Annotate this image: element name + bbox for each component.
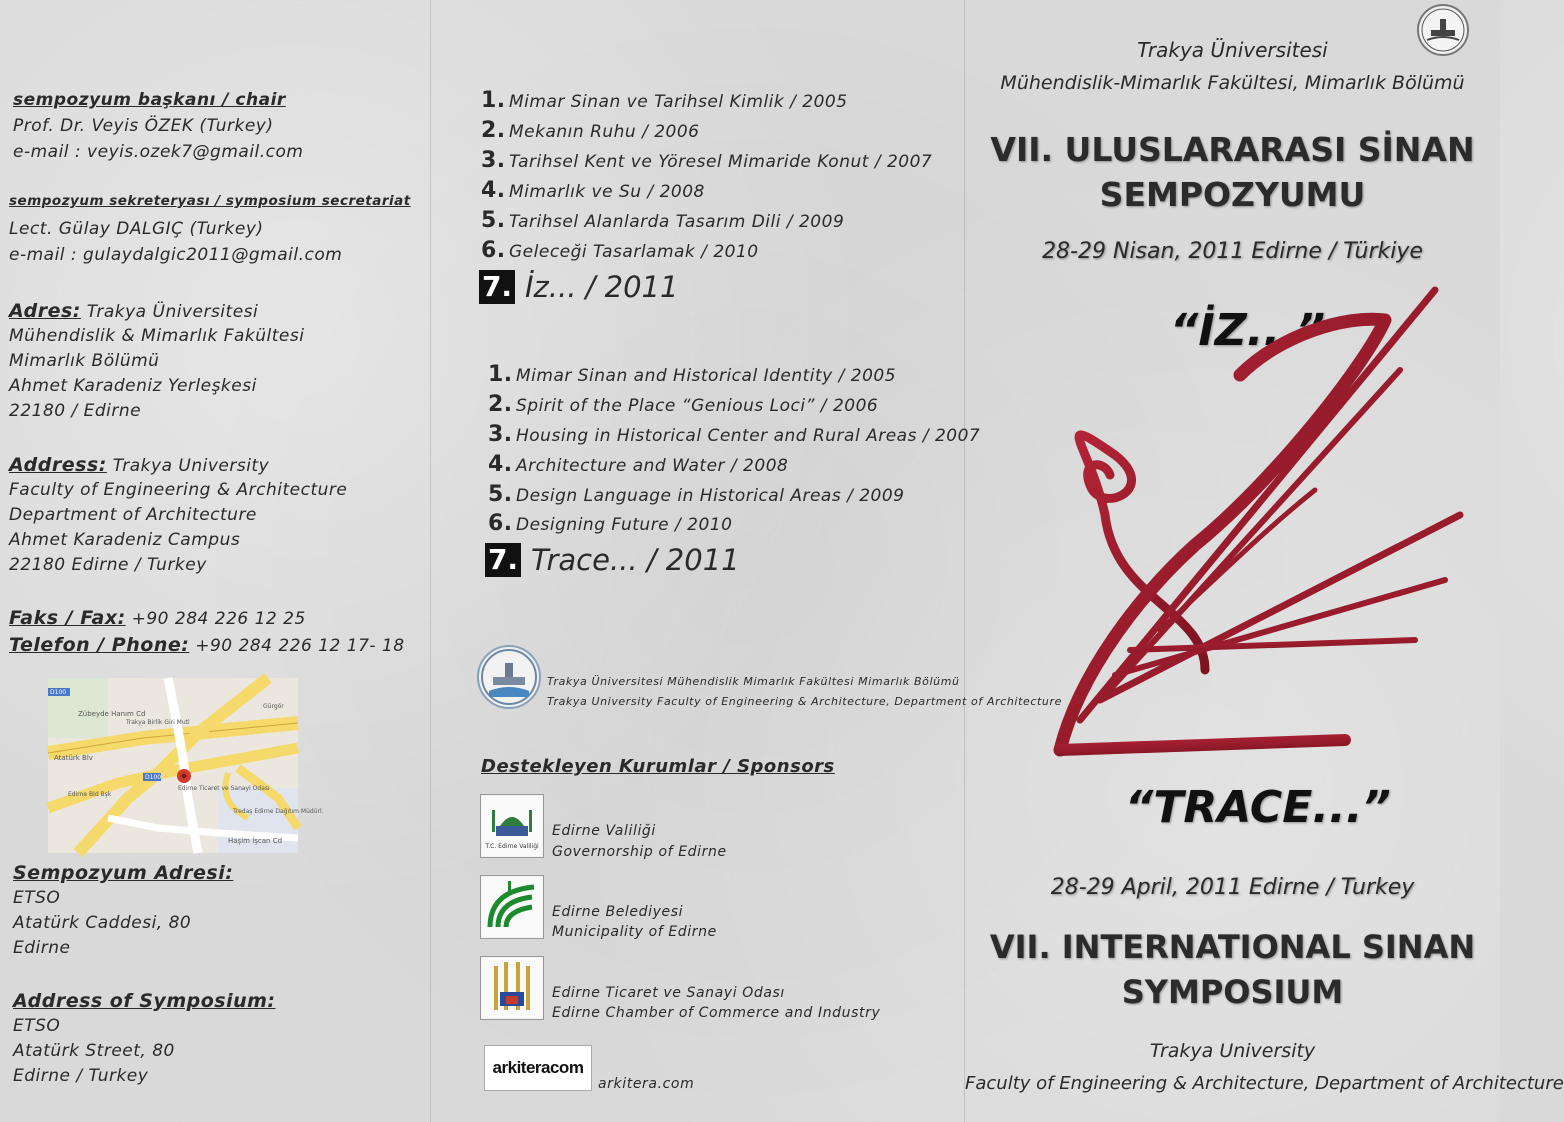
map-graphic bbox=[48, 678, 324, 853]
item-text: Mekanın Ruhu / 2006 bbox=[509, 122, 700, 142]
sponsor-name-tr: Edirne Belediyesi bbox=[552, 904, 684, 920]
item-number: 7. bbox=[479, 270, 515, 304]
symp-address-line: Atatürk Street, 80 bbox=[13, 1041, 175, 1061]
item-number: 3. bbox=[481, 148, 506, 173]
adres-line: 22180 / Edirne bbox=[9, 401, 142, 421]
governorship-logo-text: T.C. Edirne Valiliği bbox=[485, 843, 539, 850]
date-en: 28-29 April, 2011 Edirne / Turkey bbox=[1050, 875, 1415, 900]
item-number: 5. bbox=[488, 482, 513, 507]
tr-list-item bbox=[481, 88, 848, 113]
fax-label: Faks / Fax: bbox=[9, 607, 126, 629]
item-text: Tarihsel Kent ve Yöresel Mimaride Konut / 2007 bbox=[509, 152, 933, 172]
adres-block bbox=[9, 300, 258, 322]
theme-en: “TRACE...” bbox=[1125, 782, 1391, 833]
map-label: Edirne Ticaret ve Sanayi Odası bbox=[178, 785, 270, 792]
item-number: 2. bbox=[488, 392, 513, 417]
bridge-icon bbox=[479, 647, 539, 707]
en-list-item bbox=[488, 362, 896, 387]
item-number: 4. bbox=[481, 178, 506, 203]
symp-address-label: Address of Symposium: bbox=[13, 990, 276, 1012]
symp-adres-label: Sempozyum Adresi: bbox=[13, 862, 234, 884]
iz-trace-emblem-icon bbox=[965, 280, 1500, 800]
chair-name: Prof. Dr. Veyis ÖZEK (Turkey) bbox=[13, 116, 274, 136]
faculty-logo bbox=[477, 645, 541, 709]
item-number: 2. bbox=[481, 118, 506, 143]
title-tr-line1: VII. ULUSLARARASI SİNAN bbox=[990, 130, 1475, 169]
map-label: Zübeyde Hanım Cd bbox=[78, 710, 146, 718]
address-line: Department of Architecture bbox=[9, 505, 257, 525]
symp-adres-line: ETSO bbox=[13, 888, 61, 908]
phone-label: Telefon / Phone: bbox=[9, 634, 190, 656]
item-number: 3. bbox=[488, 422, 513, 447]
map-label: Atatürk Blv bbox=[54, 754, 93, 762]
adres-label: Adres: bbox=[9, 300, 81, 322]
faculty-name-tr: Mühendislik-Mimarlık Fakültesi, Mimarlık Bölümü bbox=[1000, 72, 1465, 94]
tr-list-item bbox=[481, 148, 932, 173]
contact-panel bbox=[0, 0, 430, 1122]
item-text: Tarihsel Alanlarda Tasarım Dili / 2009 bbox=[509, 212, 845, 232]
item-text: İz... / 2011 bbox=[525, 270, 679, 304]
arkitera-url[interactable]: arkitera.com bbox=[598, 1076, 695, 1092]
tr-list-item bbox=[481, 238, 759, 263]
item-text: Housing in Historical Center and Rural Areas / 2007 bbox=[516, 426, 981, 446]
item-text: Mimar Sinan ve Tarihsel Kimlik / 2005 bbox=[509, 92, 848, 112]
map-label: D100 bbox=[50, 689, 67, 696]
item-text: Designing Future / 2010 bbox=[516, 515, 733, 535]
cover-panel bbox=[965, 0, 1564, 1122]
map-label: Haşim İşcan Cd bbox=[228, 837, 283, 845]
phone-row bbox=[9, 634, 405, 656]
phone-value: +90 284 226 12 17- 18 bbox=[195, 636, 405, 656]
symp-address-line: ETSO bbox=[13, 1016, 61, 1036]
symp-adres-line: Edirne bbox=[13, 938, 71, 958]
address-label: Address: bbox=[9, 454, 107, 476]
item-number: 1. bbox=[488, 362, 513, 387]
arkitera-logo[interactable] bbox=[484, 1045, 592, 1091]
title-en-line2: SYMPOSIUM bbox=[1121, 973, 1344, 1011]
faculty-tr-text: Trakya Üniversitesi Mühendislik Mimarlık Fakültesi Mimarlık Bölümü bbox=[547, 675, 960, 688]
item-text: Design Language in Historical Areas / 2009 bbox=[516, 486, 905, 506]
item-text: Architecture and Water / 2008 bbox=[516, 456, 789, 476]
item-number: 6. bbox=[488, 511, 513, 536]
tr-list-item bbox=[481, 208, 844, 233]
en-list-item bbox=[488, 511, 732, 536]
fax-value: +90 284 226 12 25 bbox=[131, 609, 306, 629]
item-number: 4. bbox=[488, 452, 513, 477]
sponsor-name-tr: Edirne Ticaret ve Sanayi Odası bbox=[552, 985, 785, 1001]
secretariat-name: Lect. Gülay DALGIÇ (Turkey) bbox=[9, 219, 264, 239]
map-label: Edirne Bld Bşk bbox=[68, 791, 112, 798]
address-line: 22180 Edirne / Turkey bbox=[9, 555, 207, 575]
title-en-line1: VII. INTERNATIONAL SINAN bbox=[989, 928, 1476, 966]
item-number: 7. bbox=[485, 543, 521, 577]
secretariat-label: sempozyum sekreteryası / symposium secretariat bbox=[9, 193, 411, 209]
address-line: Ahmet Karadeniz Campus bbox=[9, 530, 241, 550]
university-name-en: Trakya University bbox=[1149, 1040, 1316, 1062]
symp-adres-line: Atatürk Caddesi, 80 bbox=[13, 913, 192, 933]
map-label: Gürgör bbox=[263, 703, 284, 710]
tr-list-item bbox=[481, 118, 700, 143]
chamber-logo bbox=[480, 956, 544, 1020]
en-current-item bbox=[485, 543, 740, 577]
item-number: 6. bbox=[481, 238, 506, 263]
address-line: Trakya University bbox=[112, 456, 270, 476]
mosque-icon bbox=[482, 796, 542, 856]
theme-tr: “İZ...” bbox=[1170, 305, 1326, 356]
en-list-item bbox=[488, 452, 788, 477]
history-panel bbox=[431, 0, 1062, 1122]
address-block bbox=[9, 454, 269, 476]
date-tr: 28-29 Nisan, 2011 Edirne / Türkiye bbox=[1042, 239, 1423, 264]
title-tr-line2: SEMPOZYUMU bbox=[1099, 175, 1366, 214]
item-text: Spirit of the Place “Genious Loci” / 2006 bbox=[516, 396, 879, 416]
secretariat-email[interactable]: e-mail : gulaydalgic2011@gmail.com bbox=[9, 245, 343, 265]
arkitera-logo-text: arkiteracom bbox=[492, 1058, 584, 1077]
map-label: Trakya Birlik Giri Mutl bbox=[126, 719, 190, 726]
address-line: Faculty of Engineering & Architecture bbox=[9, 480, 348, 500]
en-list-item bbox=[488, 392, 878, 417]
map-label: D100 bbox=[145, 774, 162, 781]
faculty-en-text: Trakya University Faculty of Engineering & Architecture, Department of Architecture bbox=[547, 695, 1062, 708]
item-number: 1. bbox=[481, 88, 506, 113]
symp-address-line: Edirne / Turkey bbox=[13, 1066, 149, 1086]
municipality-logo bbox=[480, 875, 544, 939]
sponsor-name-en: Edirne Chamber of Commerce and Industry bbox=[552, 1005, 881, 1021]
sponsor-name-en: Municipality of Edirne bbox=[552, 924, 717, 940]
item-text: Mimar Sinan and Historical Identity / 2005 bbox=[516, 366, 897, 386]
en-list-item bbox=[488, 422, 980, 447]
en-list-item bbox=[488, 482, 904, 507]
faculty-name-en: Faculty of Engineering & Architecture, Department of Architecture bbox=[965, 1073, 1564, 1094]
chair-label: sempozyum başkanı / chair bbox=[13, 90, 286, 110]
governorship-logo bbox=[480, 794, 544, 858]
item-text: Mimarlık ve Su / 2008 bbox=[509, 182, 705, 202]
location-map[interactable] bbox=[48, 678, 324, 853]
university-name-tr: Trakya Üniversitesi bbox=[1137, 38, 1328, 62]
sponsors-heading: Destekleyen Kurumlar / Sponsors bbox=[481, 756, 835, 777]
map-label: Tredaş Edirne Dağıtım Müdürl. bbox=[233, 808, 324, 815]
item-text: Trace... / 2011 bbox=[531, 543, 740, 577]
chair-email[interactable]: e-mail : veyis.ozek7@gmail.com bbox=[13, 142, 304, 162]
adres-line: Ahmet Karadeniz Yerleşkesi bbox=[9, 376, 257, 396]
minarets-icon bbox=[482, 958, 542, 1018]
municipality-emblem-icon bbox=[482, 877, 542, 937]
tr-list-item bbox=[481, 178, 705, 203]
adres-line: Mimarlık Bölümü bbox=[9, 351, 160, 371]
adres-line: Trakya Üniversitesi bbox=[86, 302, 259, 322]
tr-current-item bbox=[479, 270, 678, 304]
sponsor-name-tr: Edirne Valiliği bbox=[552, 823, 656, 839]
fax-row bbox=[9, 607, 306, 629]
item-number: 5. bbox=[481, 208, 506, 233]
adres-line: Mühendislik & Mimarlık Fakültesi bbox=[9, 326, 305, 346]
item-text: Geleceği Tasarlamak / 2010 bbox=[509, 242, 759, 262]
sponsor-name-en: Governorship of Edirne bbox=[552, 844, 727, 860]
